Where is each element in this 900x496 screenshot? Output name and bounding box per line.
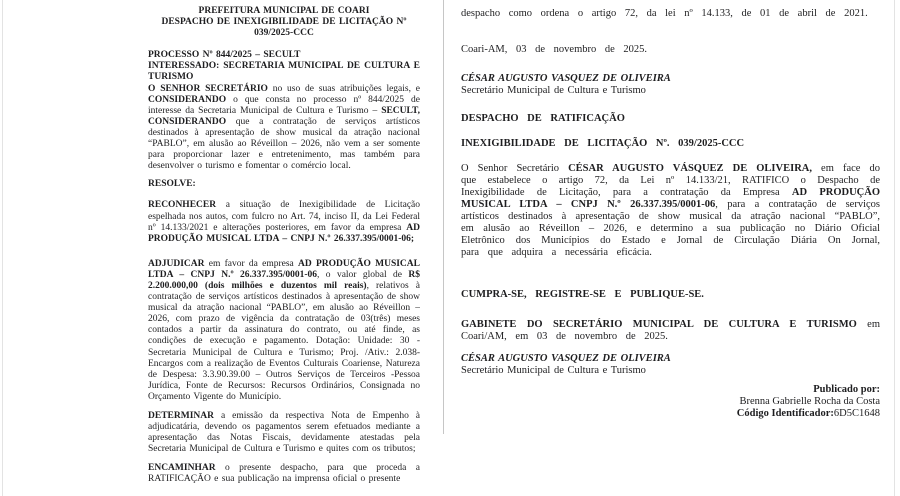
identifier-label: Código Identificador: <box>736 408 834 419</box>
text-run: em Coari/AM, em 03 de novembro de 2025. <box>461 319 880 342</box>
text-run: AD PRODUÇÃO MUSICAL LTDA – CNPJ N.º 26.337.395/0001-06 <box>461 187 880 210</box>
page-edge-left <box>2 0 3 496</box>
page-edge-right <box>894 0 895 496</box>
adjudicar-clause <box>148 259 420 403</box>
text-run: a emissão da respectiva Nota de Empenho à adjudicatária, devendo os pagamentos serem efetuados mediante a apresentação das Notas Fiscais, devidamente atestadas pela Secretaria Municipal de Cultura e Turismo e quites com os tributos; <box>148 411 420 455</box>
encaminhar-clause <box>148 463 420 485</box>
text-run: GABINETE DO SECRETÁRIO MUNICIPAL DE CULTURA E TURISMO <box>461 319 857 330</box>
text-run: ADJUDICAR <box>148 258 205 269</box>
publisher-block <box>461 384 880 420</box>
text-run: a situação de Inexigibilidade de Licitação espelhada nos autos, com fulcro no Art. 74, inciso II, da Lei Federal nº 14.133/2021 e alterações posteriores, em favor da empresa <box>148 200 420 233</box>
continuation-paragraph: despacho como ordena o artigo 72, da lei nº 14.133, de 01 de abril de 2021. <box>461 8 868 19</box>
processo-line: PROCESSO Nº 844/2025 – SECULT <box>148 50 301 61</box>
text-run: RECONHECER <box>148 200 217 211</box>
text-run: SECULT, <box>381 105 420 116</box>
date-line: Coari-AM, 03 de novembro de 2025. <box>461 44 648 55</box>
text-run: que a contratação de serviços artísticos destinados à apresentação de show musical da atração nacional “PABLO”, em alusão ao Réveillon – 2026, não vem a ser somente para proporcionar lazer e entretenimento, mas também para desenvolver o turismo e fomentar o comércio local. <box>148 116 420 172</box>
signature-name: CÉSAR AUGUSTO VASQUEZ DE OLIVEIRA <box>461 353 671 364</box>
text-run: o que consta no processo nº 844/2025 de interesse da Secretaria Municipal de Cultura e Turismo – <box>148 94 420 116</box>
text-run: AD PRODUÇÃO MUSICAL LTDA – CNPJ N.º 26.337.395/0001-06; <box>148 222 420 244</box>
text-run: O Senhor Secretário <box>461 163 569 174</box>
signature-title: Secretário Municipal de Cultura e Turismo <box>461 365 646 376</box>
right-column <box>461 8 880 496</box>
text-run: o presente despacho, para que proceda a RATIFICAÇÃO e sua publicação na imprensa oficial o presente <box>148 463 420 485</box>
text-run: CONSIDERANDO <box>148 116 227 127</box>
interessado-line: INTERESSADO: SECRETARIA MUNICIPAL DE CULTURA E TURISMO <box>148 61 420 83</box>
header-line-number: 039/2025-CCC <box>254 28 314 39</box>
text-run: , relativos à contratação de serviços artísticos destinados à apresentação de show musical da atração nacional “PABLO”, em alusão ao Réveillon – 2026, com prazo de vigência da contratação de 03(três) meses contados a partir da assinatura do contrato, ou até finde, as condições de execução e pagamento. Dotação: Unidade: 30 - Secretaria Municipal de Cultura e Turismo; Proj. /Ativ.: 2.038- Encargos com a realização de Eventos Culturais Coariense, Natureza de Despesa: 3.3.90.39.00 – Outros Serviços de Terceiros -Pessoa Jurídica, Fonte de Recursos: Recursos Ordinários, Consignada no Orçamento Vigente do Município. <box>148 280 420 402</box>
text-run: no uso de suas atribuições legais, e <box>267 83 420 94</box>
signature-name: CÉSAR AUGUSTO VASQUEZ DE OLIVEIRA <box>461 73 671 84</box>
publisher-label: Publicado por: <box>813 384 880 395</box>
identifier-code: 6D5C1648 <box>833 408 880 419</box>
text-run: CÉSAR AUGUSTO VÁSQUEZ DE OLIVEIRA, <box>568 163 812 174</box>
inexigibilidade-heading: INEXIGIBILIDADE DE LICITAÇÃO Nº. 039/2025-CCC <box>461 138 745 149</box>
signature-block-2 <box>461 353 880 377</box>
identifier-line <box>461 408 880 420</box>
text-run: R$ 2.200.000,00 (dois milhões e duzentos mil reais) <box>148 269 420 291</box>
gabinete-paragraph <box>461 319 880 343</box>
text-run: em face do que estabelece o artigo 72, da Lei nº 14.133/21, RATIFICO o Despacho de Inexigibilidade de Licitação, para a contratação da Empresa <box>461 163 880 198</box>
signature-block-1 <box>461 73 880 97</box>
left-column <box>148 6 420 494</box>
header-line-entity: PREFEITURA MUNICIPAL DE COARI <box>198 6 370 16</box>
ratificacao-heading: DESPACHO DE RATIFICAÇÃO <box>461 113 625 124</box>
reconhecer-clause <box>148 200 420 244</box>
determinar-clause <box>148 411 420 455</box>
cumprase-line: CUMPRA-SE, REGISTRE-SE E PUBLIQUE-SE. <box>461 289 704 300</box>
text-run: CONSIDERANDO <box>148 94 227 105</box>
text-run: ENCAMINHAR <box>148 463 216 474</box>
publisher-name: Brenna Gabrielle Rocha da Costa <box>739 396 880 407</box>
resolve-heading: RESOLVE: <box>148 179 196 190</box>
preamble-paragraph <box>148 84 420 173</box>
text-run: O SENHOR SECRETÁRIO <box>148 83 268 94</box>
text-run: em favor da empresa <box>204 258 299 269</box>
document-header <box>148 6 420 39</box>
text-run: DETERMINAR <box>148 411 214 421</box>
column-divider <box>443 0 444 434</box>
ratificacao-paragraph <box>461 163 880 259</box>
signature-title: Secretário Municipal de Cultura e Turismo <box>461 85 646 96</box>
text-run: , o valor global de <box>317 269 409 280</box>
header-line-despacho: DESPACHO DE INEXIGIBILIDADE DE LICITAÇÃO Nº <box>161 17 407 28</box>
text-run: AD PRODUÇÃO MUSICAL LTDA – CNPJ N.º 26.337.395/0001-06 <box>148 258 420 280</box>
text-run: , para a contratação de serviços artísticos destinados à apresentação de show musical da atração nacional “PABLO”, em alusão ao Réveillon – 2026, e determino a sua publicação no Diário Oficial Eletrônico dos Municípios do Estado e Jornal de Circulação Diária On Jornal, para que adquira a necessária eficácia. <box>461 199 880 258</box>
